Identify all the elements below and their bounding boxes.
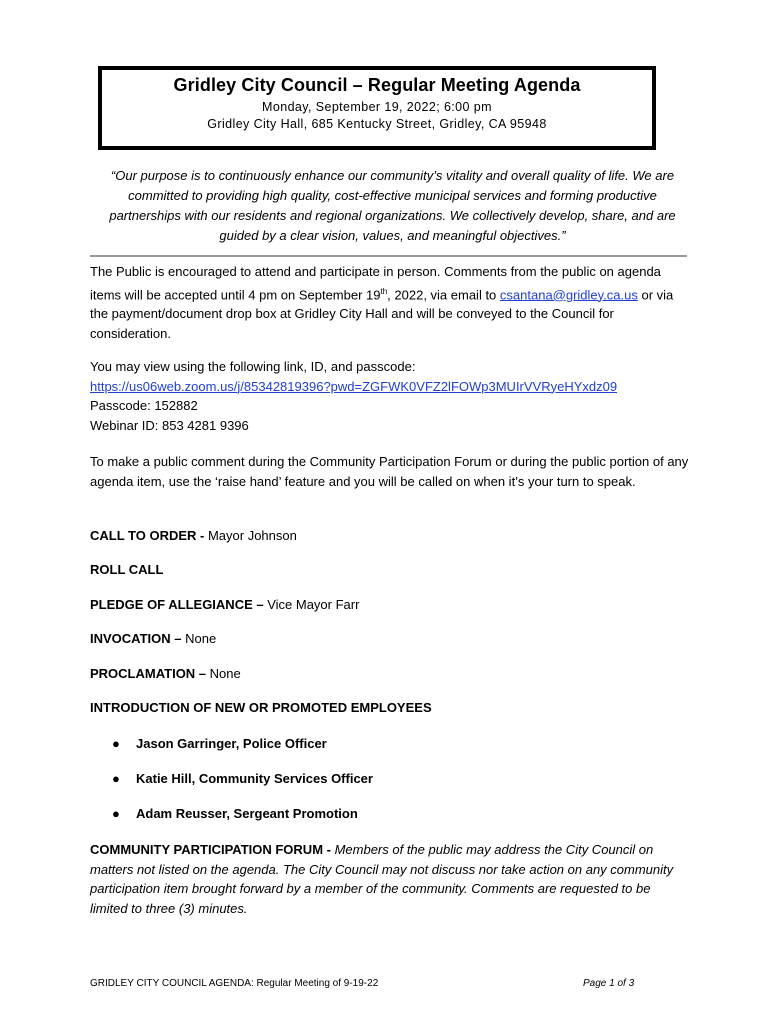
footer-title: GRIDLEY CITY COUNCIL AGENDA: Regular Meeting of 9-19-22 xyxy=(90,978,379,989)
list-item xyxy=(112,806,358,821)
proclamation xyxy=(90,666,241,681)
call-to-order-label: CALL TO ORDER - xyxy=(90,528,205,543)
divider xyxy=(90,255,687,257)
employee-name: Jason Garringer, Police Officer xyxy=(136,736,327,751)
community-forum xyxy=(90,840,690,918)
meeting-location: Gridley City Hall, 685 Kentucky Street, Gridley, CA 95948 xyxy=(207,117,547,131)
page-number: Page 1 of 3 xyxy=(583,978,635,989)
mission-statement: “Our purpose is to continuously enhance our community’s vitality and overall quality of life. We are committed to providing high quality, cost-effective municipal services and forming productive partnerships with our residents and regional organizations. We collectively develop, share, and are guided by a clear vision, values, and meaningful objectives.” xyxy=(109,168,676,243)
comment-instructions: To make a public comment during the Community Participation Forum or during the public portion of any agenda item, use the ‘raise hand’ feature and you will be called on when it’s your turn to speak. xyxy=(90,454,689,489)
invocation xyxy=(90,631,216,646)
invocation-value: None xyxy=(181,631,217,646)
zoom-link[interactable]: https://us06web.zoom.us/j/85342819396?pwd=ZGFWK0VFZ2lFOWp3MUIrVVRyeHYxdz09 xyxy=(90,378,618,394)
zoom-webinar-id: Webinar ID: 853 4281 9396 xyxy=(90,417,249,433)
header-box xyxy=(98,66,656,150)
introduction-label: INTRODUCTION OF NEW OR PROMOTED EMPLOYEES xyxy=(90,700,432,715)
employee-name: Adam Reusser, Sergeant Promotion xyxy=(136,806,358,821)
call-to-order xyxy=(90,528,297,543)
public-notice-text-1: The Public is encouraged to attend and participate in person. Comments from the public on agenda items will be accepted until 4 pm on September 19 xyxy=(90,264,661,302)
call-to-order-value: Mayor Johnson xyxy=(204,528,297,543)
employee-name: Katie Hill, Community Services Officer xyxy=(136,771,373,786)
roll-call xyxy=(90,562,163,577)
list-item xyxy=(112,771,373,786)
roll-call-label: ROLL CALL xyxy=(90,562,164,577)
proclamation-value: None xyxy=(206,666,241,681)
meeting-date: Monday, September 19, 2022; 6:00 pm xyxy=(262,100,492,114)
bullet-icon: ● xyxy=(112,771,120,786)
public-notice-text-2: , 2022, via email to xyxy=(387,286,500,302)
pledge xyxy=(90,597,359,612)
proclamation-label: PROCLAMATION – xyxy=(90,666,207,681)
invocation-label: INVOCATION – xyxy=(90,631,182,646)
bullet-icon: ● xyxy=(112,736,120,751)
pledge-value: Vice Mayor Farr xyxy=(263,597,360,612)
introduction xyxy=(90,700,432,715)
forum-label: COMMUNITY PARTICIPATION FORUM - xyxy=(90,842,331,857)
pledge-label: PLEDGE OF ALLEGIANCE – xyxy=(90,597,264,612)
zoom-info xyxy=(90,357,690,435)
public-notice-text-3: or via the payment/document drop box at Gridley City Hall and will be conveyed to the Council for consideration. xyxy=(90,286,674,341)
list-item xyxy=(112,736,327,751)
zoom-passcode: Passcode: 152882 xyxy=(90,398,198,413)
email-link[interactable]: csantana@gridley.ca.us xyxy=(499,286,638,302)
public-notice xyxy=(90,262,690,343)
forum-description: Members of the public may address the City Council on matters not listed on the agenda. The City Council may not discuss nor take action on any community participation item brought forward by a member of the community. Comments are requested to be limited to three (3) minutes. xyxy=(90,842,674,916)
date-suffix: th xyxy=(380,286,388,296)
page-title: Gridley City Council – Regular Meeting Agenda xyxy=(173,75,581,95)
zoom-intro: You may view using the following link, ID, and passcode: xyxy=(90,359,416,374)
bullet-icon: ● xyxy=(112,806,120,821)
